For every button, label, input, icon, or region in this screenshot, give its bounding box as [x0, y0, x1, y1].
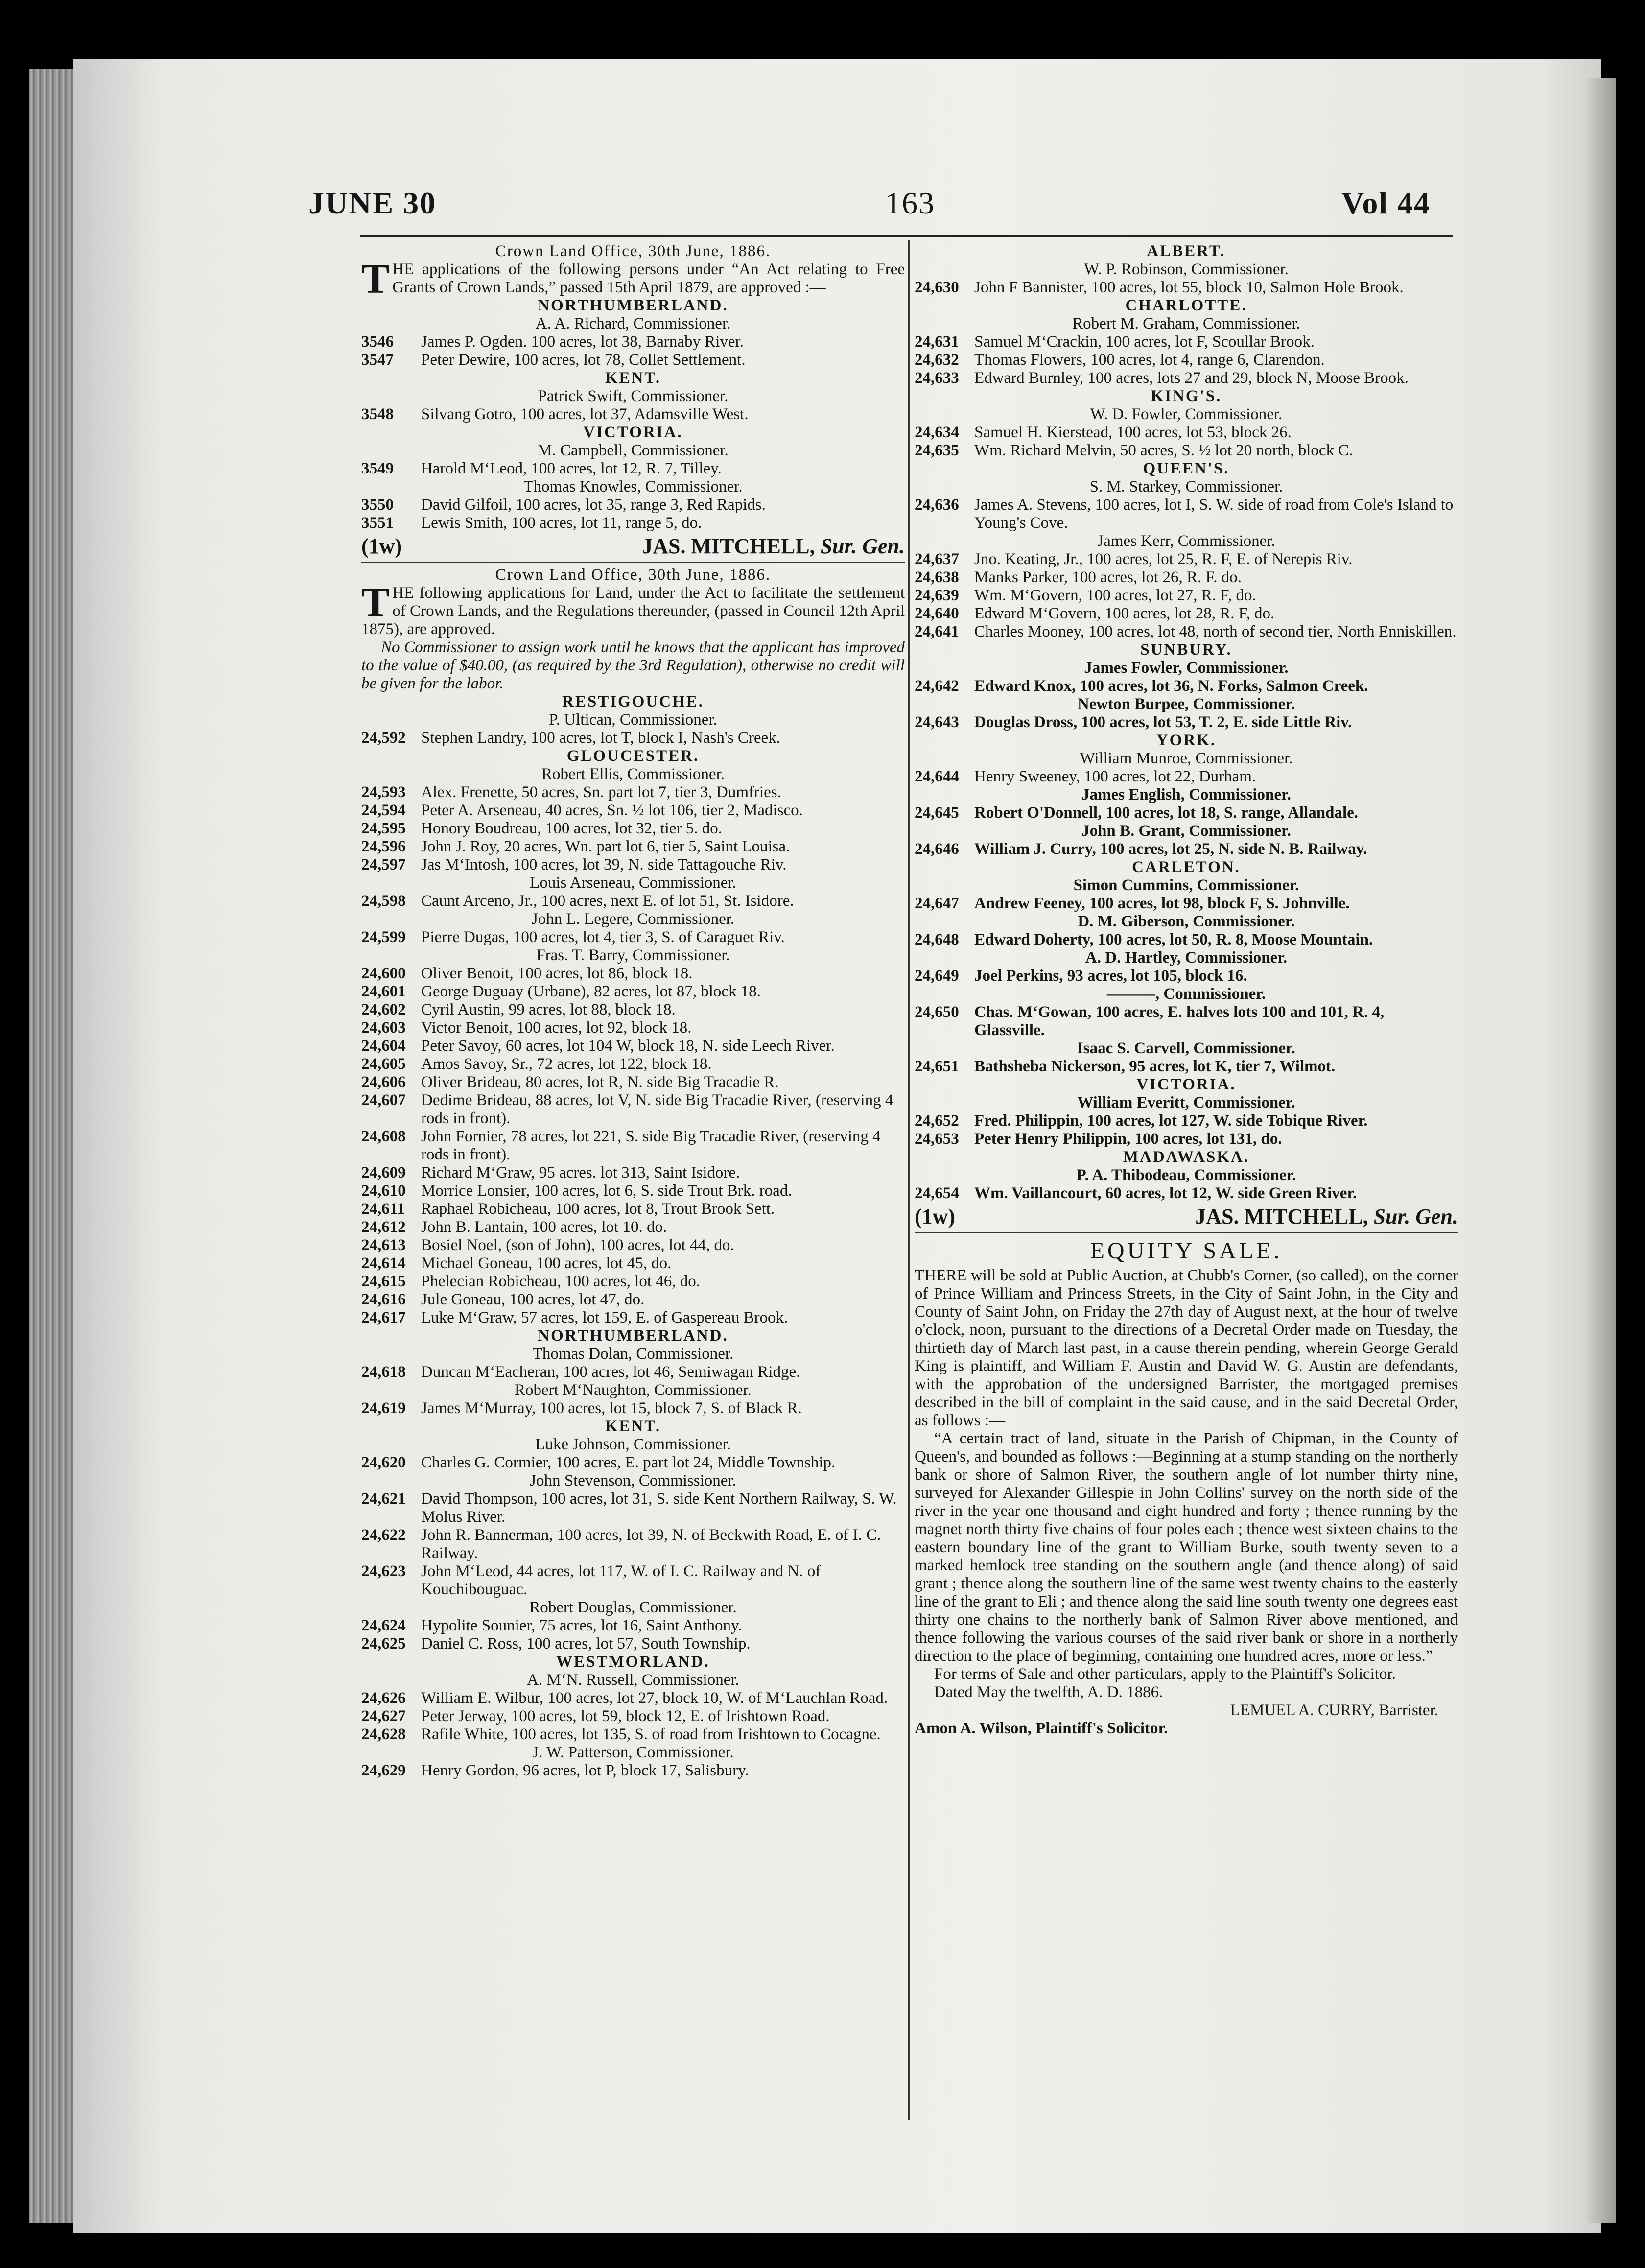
commissioner-line: Robert M‘Naughton, Commissioner. [515, 1381, 752, 1399]
entry-number: 24,603 [361, 1019, 406, 1037]
commissioner-line: P. Ultican, Commissioner. [549, 711, 717, 729]
notice-intro [361, 255, 905, 302]
grant-entry [361, 333, 905, 351]
county-heading: MADAWASKA. [1123, 1148, 1250, 1166]
commissioner-line: Louis Arseneau, Commissioner. [530, 874, 736, 892]
grant-entry [361, 1200, 905, 1218]
county-heading: NORTHUMBERLAND. [538, 297, 728, 314]
entry-number: 24,601 [361, 983, 406, 1000]
commissioner-line: Isaac S. Carvell, Commissioner. [1077, 1040, 1296, 1057]
commissioner-line: M. Campbell, Commissioner. [538, 442, 728, 459]
entry-number: 24,620 [361, 1454, 406, 1471]
equity-title: EQUITY SALE. [1090, 1238, 1283, 1264]
entry-number: 24,630 [915, 279, 959, 296]
county-heading: YORK. [1156, 732, 1217, 749]
entry-number: 24,637 [915, 550, 959, 568]
entry-number: 3551 [361, 514, 394, 532]
entry-text: Dedime Brideau, 88 acres, lot V, N. side Big Tracadie River, (reserving 4 rods in front). [421, 1091, 893, 1127]
entry-text: Honory Boudreau, 100 acres, lot 32, tier 5. do. [421, 820, 722, 837]
commissioner-line: Patrick Swift, Commissioner. [538, 387, 728, 405]
grant-entry [361, 1526, 905, 1562]
entry-text: Daniel C. Ross, 100 acres, lot 57, South Township. [421, 1635, 751, 1653]
entry-text: Thomas Flowers, 100 acres, lot 4, range 6, Clarendon. [974, 351, 1325, 369]
commissioner-line: D. M. Giberson, Commissioner. [1078, 913, 1295, 930]
entry-text: John R. Bannerman, 100 acres, lot 39, N. of Beckwith Road, E. of I. C. Railway. [421, 1526, 881, 1562]
entry-number: 24,604 [361, 1037, 406, 1055]
commissioner-line: Robert Douglas, Commissioner. [529, 1599, 737, 1616]
grant-entry [361, 1309, 905, 1327]
entry-number: 24,654 [915, 1184, 959, 1202]
county-heading: CHARLOTTE. [1125, 297, 1247, 314]
grant-entry [361, 1236, 905, 1254]
grant-entry [915, 351, 1458, 369]
grant-entry [361, 1762, 905, 1780]
header-date: JUNE 30 [308, 186, 437, 220]
entry-text: Charles Mooney, 100 acres, lot 48, north of second tier, North Enniskillen. [974, 623, 1457, 640]
grant-entry [361, 983, 905, 1001]
entry-text: Wm. Vaillancourt, 60 acres, lot 12, W. side Green River. [974, 1184, 1357, 1202]
entry-text: John M‘Leod, 44 acres, lot 117, W. of I. C. Railway and N. of Kouchibouguac. [421, 1562, 821, 1598]
grant-entry [361, 892, 905, 910]
grant-entry [361, 1037, 905, 1055]
grant-entry [361, 496, 905, 514]
entry-text: Peter Henry Philippin, 100 acres, lot 131, do. [974, 1130, 1282, 1148]
entry-text: Duncan M‘Eacheran, 100 acres, lot 46, Semiwagan Ridge. [421, 1363, 800, 1381]
equity-dated: Dated May the twelfth, A. D. 1886. [934, 1683, 1163, 1701]
equity-barrister: LEMUEL A. CURRY, Barrister. [1230, 1701, 1438, 1719]
county-heading: CARLETON. [1132, 858, 1241, 876]
sig-title: Sur. Gen. [1373, 1205, 1458, 1228]
entry-number: 24,622 [361, 1526, 406, 1544]
grant-entry [915, 550, 1458, 568]
entry-number: 24,651 [915, 1058, 959, 1075]
entry-text: Jas M‘Intosh, 100 acres, lot 39, N. side Tattagouche Riv. [421, 856, 787, 874]
grant-entry [915, 768, 1458, 786]
drop-cap: T [361, 255, 390, 302]
entry-text: Wm. Richard Melvin, 50 acres, S. ½ lot 20 north, block C. [974, 442, 1353, 459]
entry-text: Peter Dewire, 100 acres, lot 78, Collet Settlement. [421, 351, 746, 369]
grant-entry [915, 333, 1458, 351]
entry-text: Peter Jerway, 100 acres, lot 59, block 12, E. of Irishtown Road. [421, 1707, 830, 1725]
grant-entry [361, 1001, 905, 1019]
entry-text: John F Bannister, 100 acres, lot 55, block 10, Salmon Hole Brook. [974, 279, 1404, 296]
entry-number: 24,631 [915, 333, 959, 351]
grant-entry [915, 1184, 1458, 1203]
entry-number: 24,642 [915, 677, 959, 695]
entry-number: 24,643 [915, 713, 959, 731]
county-heading: QUEEN'S. [1143, 460, 1230, 477]
commissioner-line: John L. Legere, Commissioner. [531, 910, 735, 928]
grant-entry [915, 442, 1458, 460]
entry-number: 24,632 [915, 351, 959, 369]
entry-text: Edward M‘Govern, 100 acres, lot 28, R. F, do. [974, 605, 1275, 622]
equity-body: THERE will be sold at Public Auction, at Chubb's Corner, (so called), on the corner of Prince William and Princess Streets, in the City of Saint John, in the City and County of Saint John, on Friday the 27th day of August next, at the hour of twelve o'clock, noon, pursuant to the directions of a Decretal Order made on Tuesday, the thirtieth day of March last past, in a cause therein pending, wherein George Gerald King is plaintiff, and William F. Austin and David W. G. Austin are defendants, with the approbation of the undersigned Barrister, the mortgaged premises described in the bill of complaint in the said cause, and in the said Decretal Order, as follows :— [915, 1267, 1458, 1429]
county-heading: VICTORIA. [1136, 1076, 1236, 1093]
grant-entry [915, 587, 1458, 605]
county-heading: KENT. [605, 1418, 661, 1435]
entry-number: 24,647 [915, 895, 959, 912]
grant-entry [361, 1218, 905, 1236]
entry-number: 24,595 [361, 820, 406, 837]
entry-number: 24,641 [915, 623, 959, 640]
section-rule [361, 562, 905, 563]
grant-entry [361, 460, 905, 478]
grant-entry [915, 840, 1458, 858]
header-rule [360, 235, 1453, 237]
entry-text: Hypolite Sounier, 75 acres, lot 16, Saint Anthony. [421, 1617, 742, 1634]
entry-number: 24,652 [915, 1112, 959, 1130]
entry-number: 24,611 [361, 1200, 405, 1218]
notice-intro-text: HE applications of the following persons under “An Act relating to Free Grants of Crown Lands,” passed 15th April 1879, are approved :— [392, 260, 905, 296]
notice-groups [361, 297, 905, 532]
entry-number: 24,614 [361, 1254, 406, 1272]
grant-entry [361, 1128, 905, 1164]
entry-text: Phelecian Robicheau, 100 acres, lot 46, do. [421, 1273, 701, 1290]
notice-title: Crown Land Office, 30th June, 1886. [495, 566, 771, 584]
commissioner-line: James Fowler, Commissioner. [1084, 659, 1289, 677]
grant-entry [915, 1130, 1458, 1148]
grant-entry [361, 1073, 905, 1091]
signature [361, 534, 905, 559]
entry-number: 24,628 [361, 1725, 406, 1743]
commissioner-line: P. A. Thibodeau, Commissioner. [1076, 1166, 1296, 1184]
entry-number: 24,612 [361, 1218, 406, 1236]
grant-entry [361, 1635, 905, 1653]
commissioner-line: A. M‘N. Russell, Commissioner. [527, 1671, 739, 1689]
grant-entry [361, 783, 905, 802]
entry-text: Rafile White, 100 acres, lot 135, S. of road from Irishtown to Cocagne. [421, 1725, 881, 1743]
commissioner-line: Newton Burpee, Commissioner. [1077, 695, 1295, 713]
commissioner-line: John B. Grant, Commissioner. [1081, 822, 1291, 840]
entry-number: 24,644 [915, 768, 959, 785]
commissioner-line: William Munroe, Commissioner. [1080, 750, 1293, 767]
grant-entry [361, 1363, 905, 1381]
equity-terms: For terms of Sale and other particulars, apply to the Plaintiff's Solicitor. [934, 1665, 1396, 1683]
notice-intro-text: HE following applications for Land, under the Act to facilitate the settlement of Crown Lands, and the Regulations thereunder, (passed in Council 12th April 1875), are approved. [361, 584, 905, 638]
entry-number: 24,602 [361, 1001, 406, 1018]
entry-number: 24,626 [361, 1689, 406, 1707]
grant-entry [361, 802, 905, 820]
entry-number: 24,645 [915, 804, 959, 822]
entry-text: Edward Doherty, 100 acres, lot 50, R. 8, Moose Mountain. [974, 931, 1373, 948]
section-rule [915, 1232, 1458, 1233]
entry-text: Luke M‘Graw, 57 acres, lot 159, E. of Gaspereau Brook. [421, 1309, 788, 1326]
entry-number: 24,624 [361, 1617, 406, 1634]
entry-text: James P. Ogden. 100 acres, lot 38, Barnaby River. [421, 333, 744, 351]
grant-entry [361, 1707, 905, 1725]
entry-text: Alex. Frenette, 50 acres, Sn. part lot 7, tier 3, Dumfries. [421, 783, 781, 801]
left-column [361, 242, 905, 1780]
grant-entry [361, 1725, 905, 1744]
entry-number: 24,619 [361, 1399, 406, 1417]
entry-text: Manks Parker, 100 acres, lot 26, R. F. do. [974, 568, 1242, 586]
county-heading: GLOUCESTER. [566, 747, 700, 765]
entry-number: 24,593 [361, 783, 406, 801]
sig-block [1195, 1205, 1458, 1229]
entry-text: David Thompson, 100 acres, lot 31, S. side Kent Northern Railway, S. W. Molus River. [421, 1490, 897, 1526]
equity-sale-notice [915, 1236, 1458, 1738]
entry-text: Oliver Benoit, 100 acres, lot 86, block 18. [421, 965, 693, 982]
county-heading: KING'S. [1151, 387, 1222, 405]
commissioner-line: Robert M. Graham, Commissioner. [1072, 315, 1300, 332]
county-heading: SUNBURY. [1140, 641, 1232, 659]
grant-entry [915, 895, 1458, 913]
entry-number: 24,638 [915, 568, 959, 586]
county-heading: NORTHUMBERLAND. [538, 1327, 728, 1345]
entry-number: 24,639 [915, 587, 959, 604]
entry-text: Robert O'Donnell, 100 acres, lot 18, S. range, Allandale. [974, 804, 1359, 822]
entry-text: Cyril Austin, 99 acres, lot 88, block 18. [421, 1001, 676, 1018]
entry-text: Lewis Smith, 100 acres, lot 11, range 5, do. [421, 514, 702, 532]
notice-title: Crown Land Office, 30th June, 1886. [495, 242, 771, 260]
grant-entry [361, 965, 905, 983]
grant-entry [361, 729, 905, 747]
entry-number: 24,629 [361, 1762, 406, 1779]
county-heading: RESTIGOUCHE. [562, 693, 704, 710]
entry-number: 24,627 [361, 1707, 406, 1725]
entry-number: 3547 [361, 351, 394, 369]
entry-text: Andrew Feeney, 100 acres, lot 98, block F, S. Johnville. [974, 895, 1350, 912]
commissioner-line: James English, Commissioner. [1081, 786, 1291, 803]
grant-entry [915, 804, 1458, 822]
entry-text: William J. Curry, 100 acres, lot 25, N. side N. B. Railway. [974, 840, 1367, 858]
notice-settlement [361, 566, 905, 1780]
entry-text: Morrice Lonsier, 100 acres, lot 6, S. side Trout Brk. road. [421, 1182, 792, 1200]
notice-free-grants [361, 242, 905, 559]
entry-text: Harold M‘Leod, 100 acres, lot 12, R. 7, Tilley. [421, 460, 722, 477]
grant-entry [361, 1689, 905, 1707]
grant-entry [915, 967, 1458, 985]
entry-text: John J. Roy, 20 acres, Wn. part lot 6, tier 5, Saint Louisa. [421, 838, 790, 855]
sig-name: JAS. MITCHELL, [1195, 1205, 1368, 1228]
grant-entry [361, 1164, 905, 1182]
grant-entry [361, 1454, 905, 1472]
entry-number: 24,646 [915, 840, 959, 858]
header-volume: Vol 44 [1341, 186, 1431, 220]
entry-text: Silvang Gotro, 100 acres, lot 37, Adamsville West. [421, 405, 749, 423]
entry-text: Oliver Brideau, 80 acres, lot R, N. side Big Tracadie R. [421, 1073, 779, 1091]
entry-number: 24,594 [361, 802, 406, 819]
county-heading: KENT. [605, 369, 661, 387]
grant-entry [361, 1291, 905, 1309]
entry-text: Jno. Keating, Jr., 100 acres, lot 25, R. F, E. of Nerepis Riv. [974, 550, 1353, 568]
grant-entry [915, 1112, 1458, 1130]
entry-text: Peter A. Arseneau, 40 acres, Sn. ½ lot 106, tier 2, Madisco. [421, 802, 803, 819]
commissioner-line: Simon Cummins, Commissioner. [1073, 876, 1299, 894]
commissioner-line: J. W. Patterson, Commissioner. [532, 1744, 734, 1761]
right-column [915, 242, 1458, 1738]
entry-text: Caunt Arceno, Jr., 100 acres, next E. of lot 51, St. Isidore. [421, 892, 794, 910]
commissioner-line: ———, Commissioner. [1106, 985, 1266, 1003]
entry-text: Joel Perkins, 93 acres, lot 105, block 16. [974, 967, 1247, 985]
entry-number: 24,592 [361, 729, 406, 747]
entry-text: John Fornier, 78 acres, lot 221, S. side Big Tracadie River, (reserving 4 rods in front). [421, 1128, 881, 1163]
grant-entry [361, 351, 905, 369]
entry-text: Douglas Dross, 100 acres, lot 53, T. 2, E. side Little Riv. [974, 713, 1352, 731]
entry-number: 3548 [361, 405, 394, 423]
grant-entry [361, 1490, 905, 1526]
notice-groups-continued [915, 242, 1458, 1203]
commissioner-line: James Kerr, Commissioner. [1097, 532, 1275, 550]
grant-entry [915, 677, 1458, 695]
entry-text: Wm. M‘Govern, 100 acres, lot 27, R. F, do. [974, 587, 1256, 604]
entry-text: Raphael Robicheau, 100 acres, lot 8, Trout Brook Sett. [421, 1200, 775, 1218]
entry-number: 24,596 [361, 838, 406, 855]
county-heading: WESTMORLAND. [556, 1653, 710, 1671]
entry-number: 24,623 [361, 1562, 406, 1580]
entry-number: 24,617 [361, 1309, 406, 1326]
entry-text: Henry Gordon, 96 acres, lot P, block 17, Salisbury. [421, 1762, 749, 1779]
grant-entry [915, 424, 1458, 442]
entry-number: 24,653 [915, 1130, 959, 1148]
commissioner-line: A. A. Richard, Commissioner. [535, 315, 731, 332]
grant-entry [361, 1055, 905, 1073]
sig-mark: (1w) [915, 1205, 956, 1228]
commissioner-line: Thomas Knowles, Commissioner. [523, 478, 743, 496]
county-heading: ALBERT. [1147, 242, 1226, 260]
entry-text: Samuel M‘Crackin, 100 acres, lot F, Scoullar Brook. [974, 333, 1315, 351]
entry-number: 24,613 [361, 1236, 406, 1254]
commissioner-line: Thomas Dolan, Commissioner. [532, 1345, 734, 1363]
entry-text: Edward Burnley, 100 acres, lots 27 and 29, block N, Moose Brook. [974, 369, 1409, 387]
entry-text: William E. Wilbur, 100 acres, lot 27, block 10, W. of M‘Lauchlan Road. [421, 1689, 888, 1707]
entry-text: George Duguay (Urbane), 82 acres, lot 87, block 18. [421, 983, 761, 1000]
entry-number: 24,597 [361, 856, 406, 874]
entry-text: James M‘Murray, 100 acres, lot 15, block 7, S. of Black R. [421, 1399, 802, 1417]
commissioner-line: Robert Ellis, Commissioner. [541, 765, 725, 783]
county-heading: VICTORIA. [583, 424, 683, 441]
entry-text: Richard M‘Graw, 95 acres. lot 313, Saint Isidore. [421, 1164, 740, 1181]
entry-text: Victor Benoit, 100 acres, lot 92, block 18. [421, 1019, 692, 1037]
grant-entry [915, 931, 1458, 949]
commissioner-line: S. M. Starkey, Commissioner. [1089, 478, 1283, 496]
grant-entry [915, 1058, 1458, 1076]
page-right-edge [1586, 78, 1616, 2223]
grant-entry [361, 405, 905, 424]
commissioner-line: W. P. Robinson, Commissioner. [1084, 260, 1289, 278]
entry-number: 24,598 [361, 892, 406, 910]
entry-number: 24,608 [361, 1128, 406, 1145]
commissioner-line: John Stevenson, Commissioner. [530, 1472, 736, 1489]
sig-mark: (1w) [361, 534, 402, 558]
notice-groups [361, 693, 905, 1780]
entry-number: 24,634 [915, 424, 959, 441]
entry-text: Edward Knox, 100 acres, lot 36, N. Forks, Salmon Creek. [974, 677, 1368, 695]
entry-text: Michael Goneau, 100 acres, lot 45, do. [421, 1254, 672, 1272]
entry-text: Chas. M‘Gowan, 100 acres, E. halves lots 100 and 101, R. 4, Glassville. [974, 1003, 1385, 1039]
entry-number: 3549 [361, 460, 394, 477]
entry-number: 24,600 [361, 965, 406, 982]
entry-number: 24,650 [915, 1003, 959, 1021]
entry-text: Stephen Landry, 100 acres, lot T, block I, Nash's Creek. [421, 729, 780, 747]
commissioner-line: W. D. Fowler, Commissioner. [1090, 405, 1283, 423]
grant-entry [915, 1003, 1458, 1040]
entry-number: 3546 [361, 333, 394, 351]
notice-intro [361, 579, 905, 638]
entry-number: 24,635 [915, 442, 959, 459]
commissioner-line: Luke Johnson, Commissioner. [535, 1436, 731, 1453]
entry-text: Jule Goneau, 100 acres, lot 47, do. [421, 1291, 645, 1308]
grant-entry [361, 1273, 905, 1291]
entry-text: Bosiel Noel, (son of John), 100 acres, lot 44, do. [421, 1236, 734, 1254]
grant-entry [361, 838, 905, 856]
grant-entry [361, 1019, 905, 1037]
grant-entry [915, 568, 1458, 587]
entry-number: 24,621 [361, 1490, 406, 1508]
entry-number: 3550 [361, 496, 394, 514]
entry-number: 24,606 [361, 1073, 406, 1091]
sig-block [642, 534, 905, 559]
grant-entry [361, 1254, 905, 1273]
signature [915, 1205, 1458, 1229]
commissioner-line: Fras. T. Barry, Commissioner. [536, 946, 730, 964]
header-page-number: 163 [885, 186, 935, 220]
entry-number: 24,633 [915, 369, 959, 387]
drop-cap: T [361, 579, 390, 626]
entry-text: Fred. Philippin, 100 acres, lot 127, W. side Tobique River. [974, 1112, 1368, 1130]
entry-text: James A. Stevens, 100 acres, lot I, S. W. side of road from Cole's Island to Young's Cove. [974, 496, 1454, 532]
equity-quote: “A certain tract of land, situate in the Parish of Chipman, in the County of Queen's, and bounded as follows :—Beginning at a stump standing on the northerly bank or shore of Salmon River, the southern angle of lot number thirty nine, surveyed for Alexander Gillespie in John Collins' survey on the north side of the river in the year one thousand and eight hundred and forty ; thence running by the magnet north thirty five chains of four poles each ; thence west sixteen chains to the eastern boundary line of the grant to William Burke, south twenty seven to a marked hemlock tree standing on the southern angle (and thence along) of said grant ; thence along the southern line of the same west twenty chains to the easterly line of the grant to Eli ; and thence along the said line south twenty one degrees east thirty one chains to the northerly bank of Salmon River above mentioned, and thence following the various courses of the said river bank or shore in a northerly direction to the place of beginning, containing one hundred acres, more or less.” [915, 1430, 1458, 1665]
entry-number: 24,599 [361, 928, 406, 946]
entry-text: Bathsheba Nickerson, 95 acres, lot K, tier 7, Wilmot. [974, 1058, 1336, 1075]
grant-entry [361, 1182, 905, 1200]
grant-entry [361, 928, 905, 946]
entry-number: 24,615 [361, 1273, 406, 1290]
entry-number: 24,648 [915, 931, 959, 948]
entry-text: Amos Savoy, Sr., 72 acres, lot 122, block 18. [421, 1055, 712, 1073]
entry-text: David Gilfoil, 100 acres, lot 35, range 3, Red Rapids. [421, 496, 766, 514]
entry-number: 24,640 [915, 605, 959, 622]
grant-entry [915, 713, 1458, 732]
grant-entry [915, 369, 1458, 387]
grant-entry [915, 605, 1458, 623]
entry-text: Pierre Dugas, 100 acres, lot 4, tier 3, S. of Caraguet Riv. [421, 928, 785, 946]
grant-entry [361, 820, 905, 838]
entry-text: Henry Sweeney, 100 acres, lot 22, Durham. [974, 768, 1256, 785]
entry-text: Samuel H. Kierstead, 100 acres, lot 53, block 26. [974, 424, 1292, 441]
entry-number: 24,616 [361, 1291, 406, 1308]
grant-entry [361, 1399, 905, 1418]
grant-entry [361, 1091, 905, 1128]
grant-entry [915, 496, 1458, 532]
entry-number: 24,605 [361, 1055, 406, 1073]
sig-title: Sur. Gen. [820, 534, 905, 558]
grant-entry [361, 1562, 905, 1599]
entry-text: John B. Lantain, 100 acres, lot 10. do. [421, 1218, 667, 1236]
entry-number: 24,607 [361, 1091, 406, 1109]
equity-solicitor: Amon A. Wilson, Plaintiff's Solicitor. [915, 1720, 1168, 1737]
grant-entry [361, 856, 905, 874]
sig-name: JAS. MITCHELL, [642, 534, 815, 558]
entry-number: 24,610 [361, 1182, 406, 1200]
entry-number: 24,625 [361, 1635, 406, 1653]
grant-entry [361, 1617, 905, 1635]
grant-entry [361, 514, 905, 532]
entry-number: 24,618 [361, 1363, 406, 1381]
grant-entry [915, 623, 1458, 641]
entry-text: Peter Savoy, 60 acres, lot 104 W, block 18, N. side Leech River. [421, 1037, 835, 1055]
entry-number: 24,636 [915, 496, 959, 514]
entry-number: 24,609 [361, 1164, 406, 1181]
commissioner-line: William Everitt, Commissioner. [1077, 1094, 1295, 1111]
commissioner-line: A. D. Hartley, Commissioner. [1085, 949, 1288, 967]
column-divider [908, 240, 910, 2120]
entry-text: Charles G. Cormier, 100 acres, E. part lot 24, Middle Township. [421, 1454, 836, 1471]
entry-number: 24,649 [915, 967, 959, 985]
grant-entry [915, 279, 1458, 297]
notice-warning: No Commissioner to assign work until he knows that the applicant has improved to the value of $40.00, (as required by the 3rd Regulation), otherwise no credit will be given for the labor. [361, 638, 905, 692]
